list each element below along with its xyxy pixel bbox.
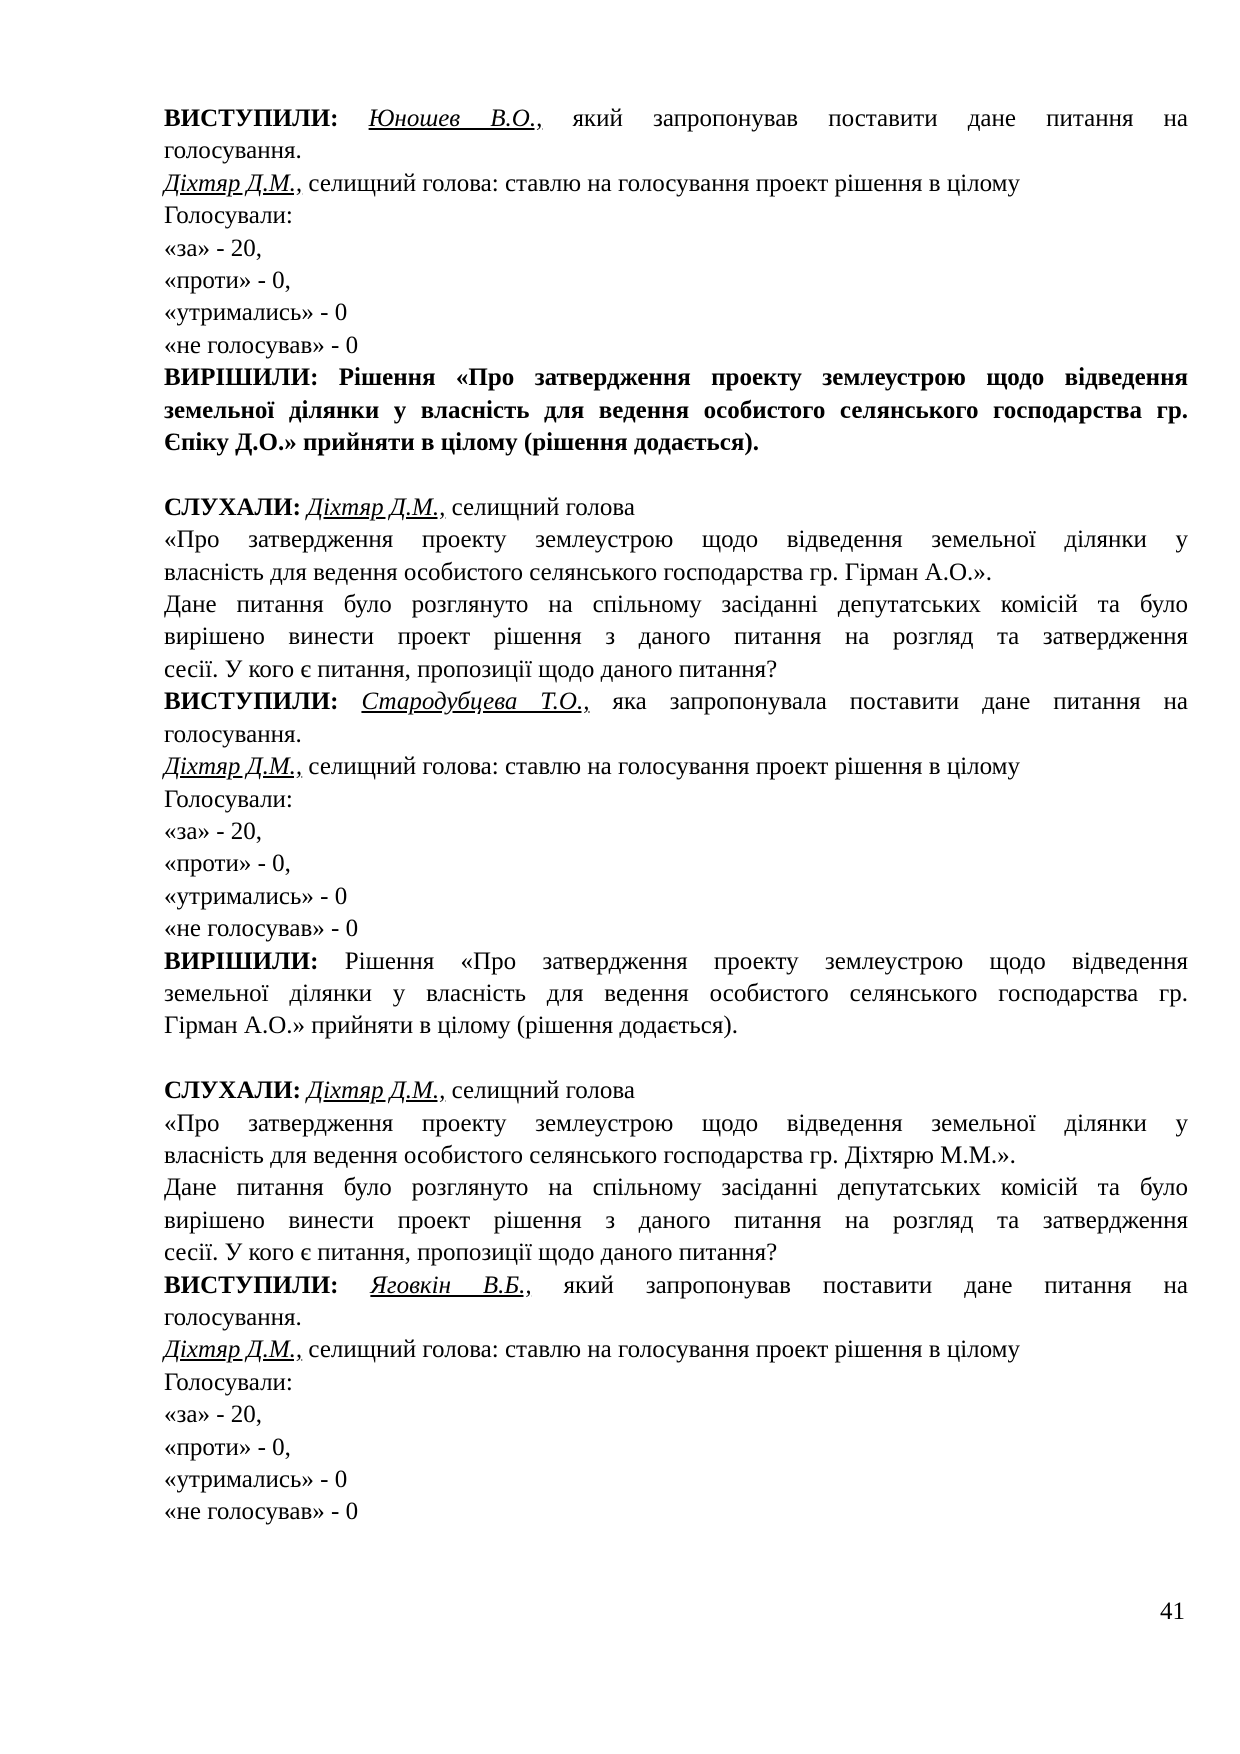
page-content: ВИСТУПИЛИ: Юношев В.О., який запропонував поставити дане питання на голосування. Діхтяр Д.М., селищний голова: ставлю на голосування проект рішення в цілому Голосували: «за» - 20, «проти» - 0, «утримались» - 0 «не голосував» - 0 ВИРІШИЛИ: Рішення «Про затвердження проекту землеустрою щодо відведення земельної ділянки у власність для ведення особистого селянського господарства гр. Єпіку Д.О.» прийняти в цілому (рішення додається). СЛУХАЛИ: Діхтяр Д.М., селищний голова «Про затвердження проекту землеустрою щодо відведення земельної ділянки у власність для ведення особистого селянського господарства гр. Гірман А.О.». Дане питання було розглянуто на спільному засіданні депутатських комісій та було вирішено винести проект рішення з даного питання на розгляд та затвердження сесії. У кого є питання, пропозиції щодо даного питання? ВИСТУПИЛИ: Стародубцева Т.О., яка запропонувала поставити дане питання на голосування. Діхтяр Д.М., селищний голова: ставлю на голосування проект рішення в цілому Голосували: «за» - 20, «проти» - 0, «утримались» - 0 «не голосував» - 0 ВИРІШИЛИ: Рішення «Про затвердження проекту землеустрою щодо відведення земельної ділянки у власність для ведення особистого селянського господарства гр. Гірман А.О.» прийняти в цілому (рішення додається). СЛУХАЛИ: Діхтяр Д.М., селищний голова «Про затвердження проекту землеустрою щодо відведення земельної ділянки у власність для ведення особистого селянського господарства гр. Діхтярю М.М.». Дане питання було розглянуто на спільному засіданні депутатських комісій та було вирішено винести проект рішення з даного питання на розгляд та затвердження сесії. У кого є питання, пропозиції щодо даного питання? ВИСТУПИЛИ: Яговкін В.Б., який запропонував поставити дане питання на голосування. Діхтяр Д.М., селищний голова: ставлю на голосування проект рішення в цілому Голосували: «за» - 20, «проти» - 0, «утримались» - 0 «не голосував» - 0 [164,103,1188,1529]
vote-for: «за» - 20, [164,1401,263,1429]
vote-against: «проти» - 0, [164,267,291,295]
topic-line: власність для ведення особистого селянського господарства гр. Діхтярю М.М.». [164,1141,1016,1169]
vote-against: «проти» - 0, [164,1433,291,1461]
decision-line: ВИРІШИЛИ: Рішення «Про затвердження проекту землеустрою щодо відведення [164,364,1189,392]
vote-for: «за» - 20, [164,817,263,845]
speakers-line: ВИСТУПИЛИ: Юношев В.О., який запропонував поставити дане питання на [164,105,1189,132]
topic-line: «Про затвердження проекту землеустрою щодо відведення земельної ділянки у [164,526,1188,554]
vote-for: «за» - 20, [164,234,263,262]
note-line: Дане питання було розглянуто на спільному засіданні депутатських комісій та було [164,591,1188,619]
note-line: сесії. У кого є питання, пропозиції щодо даного питання? [164,1239,778,1267]
chair-line: Діхтяр Д.М., селищний голова: ставлю на голосування проект рішення в цілому [164,753,1020,781]
votes-heading: Голосували: [164,202,293,230]
votes-heading: Голосували: [164,785,293,813]
decision-line: Єпіку Д.О.» прийняти в цілому (рішення додається). [164,429,759,457]
note-line: вирішено винести проект рішення з даного питання на розгляд та затвердження [164,623,1188,651]
heard-line: СЛУХАЛИ: Діхтяр Д.М., селищний голова [164,493,635,521]
decision-line: Гірман А.О.» прийняти в цілому (рішення додається). [164,1012,738,1040]
heard-line: СЛУХАЛИ: Діхтяр Д.М., селищний голова [164,1077,635,1105]
vote-abstained: «утримались» - 0 [164,882,348,910]
decision-line: земельної ділянки у власність для ведення особистого селянського господарства гр. [164,979,1188,1007]
vote-not-voted: «не голосував» - 0 [164,915,359,943]
votes-heading: Голосували: [164,1368,293,1396]
vote-not-voted: «не голосував» - 0 [164,331,359,359]
note-line: Дане питання було розглянуто на спільному засіданні депутатських комісій та було [164,1174,1188,1202]
speakers-line: ВИСТУПИЛИ: Стародубцева Т.О., яка запропонувала поставити дане питання на [164,688,1189,716]
topic-line: «Про затвердження проекту землеустрою щодо відведення земельної ділянки у [164,1109,1188,1137]
decision-line: ВИРІШИЛИ: Рішення «Про затвердження проекту землеустрою щодо відведення [164,947,1189,975]
chair-line: Діхтяр Д.М., селищний голова: ставлю на голосування проект рішення в цілому [164,169,1020,197]
page-number: 41 [1160,1598,1185,1625]
speakers-line: ВИСТУПИЛИ: Яговкін В.Б., який запропонував поставити дане питання на [164,1271,1189,1299]
vote-abstained: «утримались» - 0 [164,299,348,327]
note-line: вирішено винести проект рішення з даного питання на розгляд та затвердження [164,1206,1188,1234]
vote-not-voted: «не голосував» - 0 [164,1498,359,1526]
chair-line: Діхтяр Д.М., селищний голова: ставлю на голосування проект рішення в цілому [164,1336,1020,1364]
vote-abstained: «утримались» - 0 [164,1466,348,1494]
vote-against: «проти» - 0, [164,850,291,878]
topic-line: власність для ведення особистого селянського господарства гр. Гірман А.О.». [164,558,993,586]
decision-line: земельної ділянки у власність для ведення особистого селянського господарства гр. [164,396,1188,424]
note-line: сесії. У кого є питання, пропозиції щодо даного питання? [164,655,778,683]
